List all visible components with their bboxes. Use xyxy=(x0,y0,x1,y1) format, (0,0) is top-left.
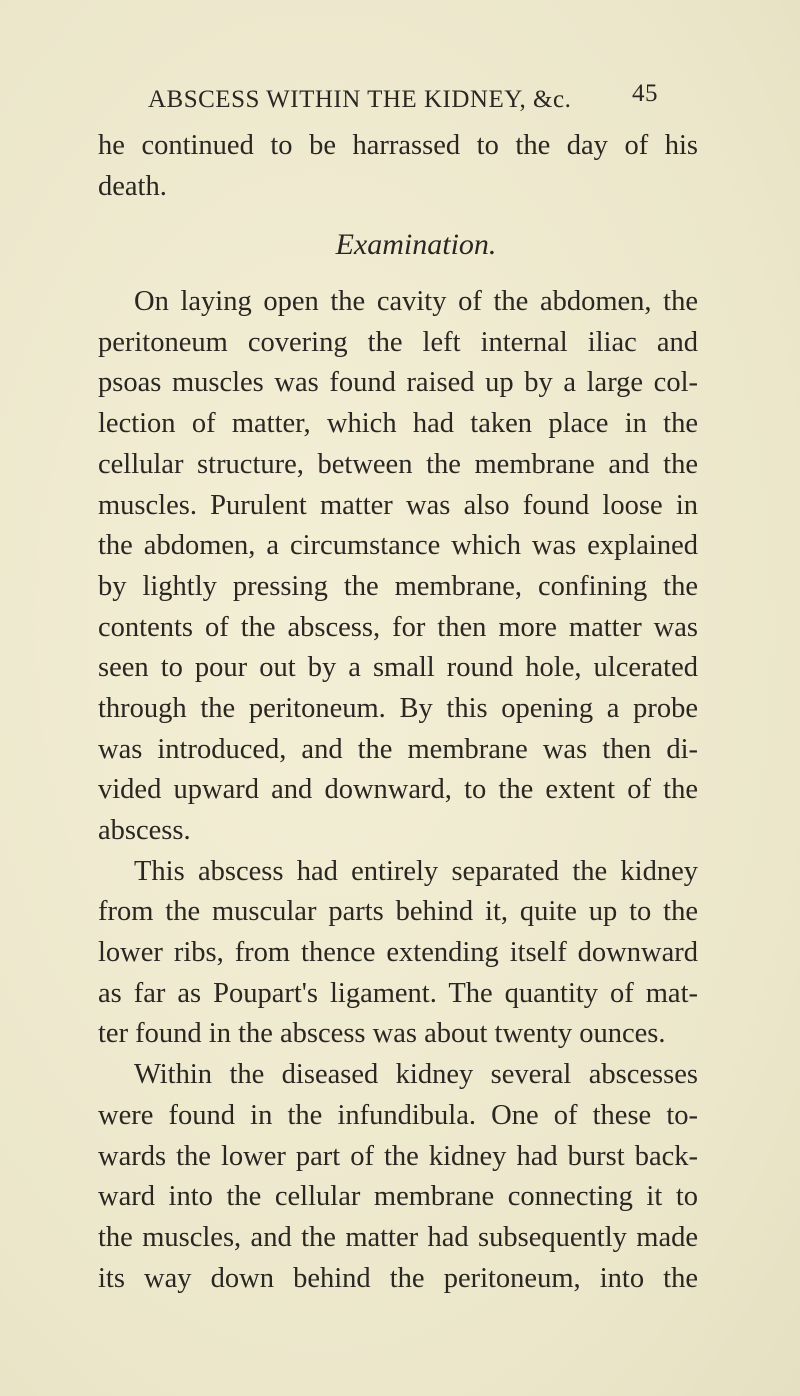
page-number: 45 xyxy=(632,80,658,107)
text-line: from the muscular parts behind it, quite up to the xyxy=(98,896,698,928)
text-line: cellular structure, between the membrane and the xyxy=(98,448,698,480)
section-heading: Examination. xyxy=(335,228,497,262)
text-line: seen to pour out by a small round hole, ulcerated xyxy=(98,652,698,684)
text-line: the muscles, and the matter had subsequently made xyxy=(98,1221,698,1253)
text-line: through the peritoneum. By this opening a probe xyxy=(98,692,698,724)
text-line: death. xyxy=(98,170,167,202)
text-line: he continued to be harrassed to the day of his xyxy=(98,130,698,161)
text-line: was introduced, and the membrane was then di- xyxy=(98,733,698,765)
text-line: psoas muscles was found raised up by a large col- xyxy=(98,367,698,399)
text-line: lection of matter, which had taken place in the xyxy=(98,408,698,440)
text-line: wards the lower part of the kidney had burst back- xyxy=(98,1140,698,1172)
text-line: ward into the cellular membrane connecting it to xyxy=(98,1181,698,1213)
text-line: contents of the abscess, for then more matter was xyxy=(98,611,698,643)
running-title: ABSCESS WITHIN THE KIDNEY, &c. xyxy=(148,86,572,113)
paragraph-1 xyxy=(98,282,698,852)
text-line: as far as Poupart's ligament. The quantity of mat- xyxy=(98,977,698,1009)
text-line: Within the diseased kidney several abscesses xyxy=(134,1059,698,1091)
text-line: were found in the infundibula. One of these to- xyxy=(98,1099,698,1131)
text-line: by lightly pressing the membrane, confining the xyxy=(98,570,698,602)
paragraph-3 xyxy=(98,1055,698,1299)
page-header xyxy=(148,80,658,120)
text-line: the abdomen, a circumstance which was explained xyxy=(98,530,698,562)
text-line: its way down behind the peritoneum, into the xyxy=(98,1262,698,1294)
text-line: abscess. xyxy=(98,815,191,846)
body-text xyxy=(98,126,698,1299)
text-line: muscles. Purulent matter was also found loose in xyxy=(98,489,698,521)
text-line: ter found in the abscess was about twenty ounces. xyxy=(98,1018,666,1050)
text-line: This abscess had entirely separated the kidney xyxy=(134,855,698,887)
text-line: vided upward and downward, to the extent of the xyxy=(98,774,698,806)
text-line: lower ribs, from thence extending itself downward xyxy=(98,937,698,969)
text-line: On laying open the cavity of the abdomen, the xyxy=(134,286,698,318)
paragraph-2 xyxy=(98,852,698,1055)
text-line: peritoneum covering the left internal iliac and xyxy=(98,326,698,358)
